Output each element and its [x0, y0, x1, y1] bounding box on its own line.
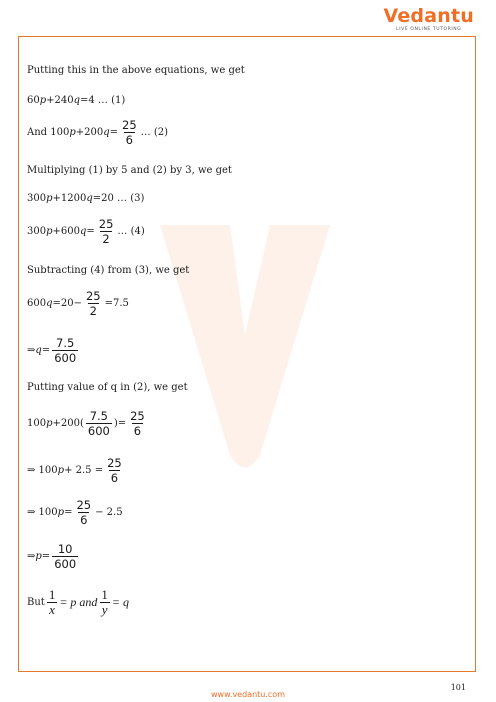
text-line: Putting value of q in (2), we get	[27, 382, 188, 393]
equation-10: ⇒ p = $\frac{10}{600}$	[27, 542, 77, 571]
fraction: $\frac{25}{6}$	[107, 456, 122, 485]
fraction: $\frac{7.5}{600}$	[87, 409, 110, 438]
fraction: $\frac{25}{6}$	[76, 498, 92, 527]
equation-4: 300 p +600 q = $\frac{25}{2}$ … (4)	[27, 217, 145, 246]
fraction: $\frac{25}{6}$	[130, 409, 145, 438]
page-number: 101	[450, 683, 466, 692]
equation-11: But $\frac{1}{x}$ = p and $\frac{1}{y}$ = q	[27, 587, 130, 617]
fraction: $\frac{10}{600}$	[54, 542, 77, 571]
fraction: $\frac{25}{2}$	[98, 217, 114, 246]
equation-5: 600 q =20− $\frac{25}{2}$ =7.5	[27, 289, 129, 318]
equation-1: 60 p +240 q =4 … (1)	[27, 95, 126, 106]
fraction: $\frac{1}{y}$	[101, 587, 108, 617]
equation-9: ⇒ 100 p = $\frac{25}{6}$ − 2.5	[27, 498, 123, 527]
equation-7: 100 p +200( $\frac{7.5}{600}$ )= $\frac{25}{6}$	[27, 409, 145, 438]
logo-tagline: LIVE ONLINE TUTORING	[396, 27, 462, 32]
fraction: $\frac{7.5}{600}$	[54, 336, 77, 365]
equation-6: ⇒ q = $\frac{7.5}{600}$	[27, 336, 77, 365]
vedantu-logo	[383, 6, 474, 32]
fraction: $\frac{25}{6}$	[122, 118, 137, 147]
equation-3: 300 p +1200 q =20 … (3)	[27, 193, 145, 204]
watermark-v-icon	[150, 215, 340, 475]
logo-text: Vedantu	[383, 5, 474, 27]
text-line: Multiplying (1) by 5 and (2) by 3, we get	[27, 165, 232, 176]
equation-2: And 100 p +200 q = $\frac{25}{6}$ … (2)	[27, 118, 168, 147]
footer-link[interactable]: www.vedantu.com	[211, 690, 285, 699]
equation-8: ⇒ 100 p + 2.5 = $\frac{25}{6}$	[27, 456, 122, 485]
text-line: Putting this in the above equations, we get	[27, 65, 245, 76]
fraction: $\frac{25}{2}$	[85, 289, 101, 318]
fraction: $\frac{1}{x}$	[48, 587, 56, 617]
text-line: Subtracting (4) from (3), we get	[27, 265, 190, 276]
